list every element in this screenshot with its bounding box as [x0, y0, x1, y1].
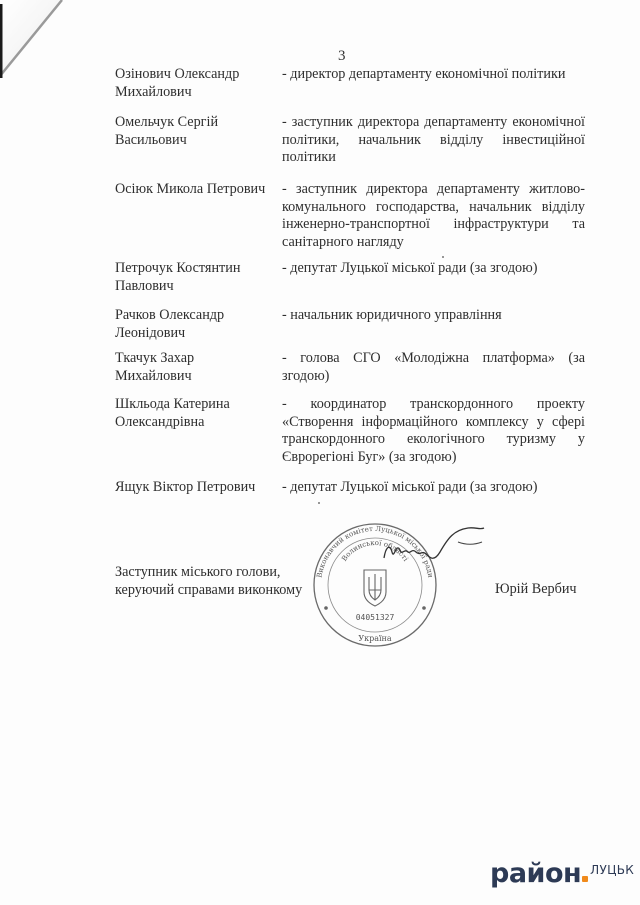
member-name-line: Петрочук Костянтин — [115, 260, 241, 276]
stamp-star-icon — [324, 606, 328, 610]
stamp-inner-text: Волинської області — [340, 538, 410, 563]
member-name — [115, 479, 275, 497]
member-role: - координатор транскордонного проекту «Створення інформаційного комплексу у сфері транскордонного екологічного туризму у Єврорегіоні Буг» (за згодою) — [282, 396, 585, 465]
member-name — [115, 307, 275, 342]
page-number: 3 — [338, 48, 346, 64]
member-name — [115, 396, 275, 431]
member-name — [115, 114, 275, 149]
signer-title-line: Заступник міського голови, — [115, 564, 281, 580]
member-role: - депутат Луцької міської ради (за згодою) — [282, 260, 538, 276]
member-name — [115, 350, 275, 385]
member-name-line: Ящук Віктор Петрович — [115, 479, 256, 495]
member-name-line: Омельчук Сергій — [115, 114, 219, 130]
member-name-line: Олександрівна — [115, 413, 205, 430]
member-name — [115, 260, 275, 295]
member-name-line: Павлович — [115, 277, 174, 294]
scan-speck — [318, 502, 320, 504]
member-role: - заступник директора департаменту житлово-комунального господарства, начальник відділу інженерно-транспортної інфраструктури та санітарного нагляду — [282, 181, 585, 250]
signer-title-line: керуючий справами виконкому — [115, 581, 303, 598]
member-name-line: Михайлович — [115, 83, 192, 100]
member-role: - заступник директора департаменту економічної політики, начальник відділу інвестиційної політики — [282, 114, 585, 165]
member-role: - начальник юридичного управління — [282, 307, 502, 323]
scan-speck — [442, 256, 444, 258]
member-name — [115, 66, 275, 101]
stamp-outer-text: Виконавчий комітет Луцької міської ради — [315, 524, 435, 579]
page-corner-fold — [0, 0, 70, 80]
member-role: - депутат Луцької міської ради (за згодою) — [282, 479, 538, 495]
member-name-line: Ткачук Захар — [115, 350, 195, 366]
signer-title — [115, 564, 315, 599]
member-name-line: Осіюк Микола Петрович — [115, 181, 266, 197]
stamp-star-icon — [422, 606, 426, 610]
member-name-line: Озінович Олександр — [115, 66, 240, 82]
stamp-country: Україна — [358, 634, 392, 643]
member-name — [115, 181, 275, 199]
member-name-line: Васильович — [115, 131, 187, 148]
logo-brand: район — [490, 858, 582, 889]
member-name-line: Михайлович — [115, 367, 192, 384]
handwritten-signature — [380, 520, 492, 566]
member-name-line: Леонідович — [115, 324, 186, 341]
signer-name: Юрій Вербич — [495, 581, 577, 597]
stamp-code: 04051327 — [355, 613, 395, 622]
member-role: - директор департаменту економічної політики — [282, 66, 566, 82]
member-name-line: Шкльода Катерина — [115, 396, 230, 412]
logo-dot-icon — [582, 876, 588, 882]
trident-icon — [364, 570, 386, 606]
member-name-line: Рачков Олександр — [115, 307, 225, 323]
member-role: - голова СГО «Молодіжна платформа» (за згодою) — [282, 350, 585, 384]
logo-city: ЛУЦЬК — [590, 863, 635, 877]
rayon-lutsk-logo — [490, 858, 634, 889]
